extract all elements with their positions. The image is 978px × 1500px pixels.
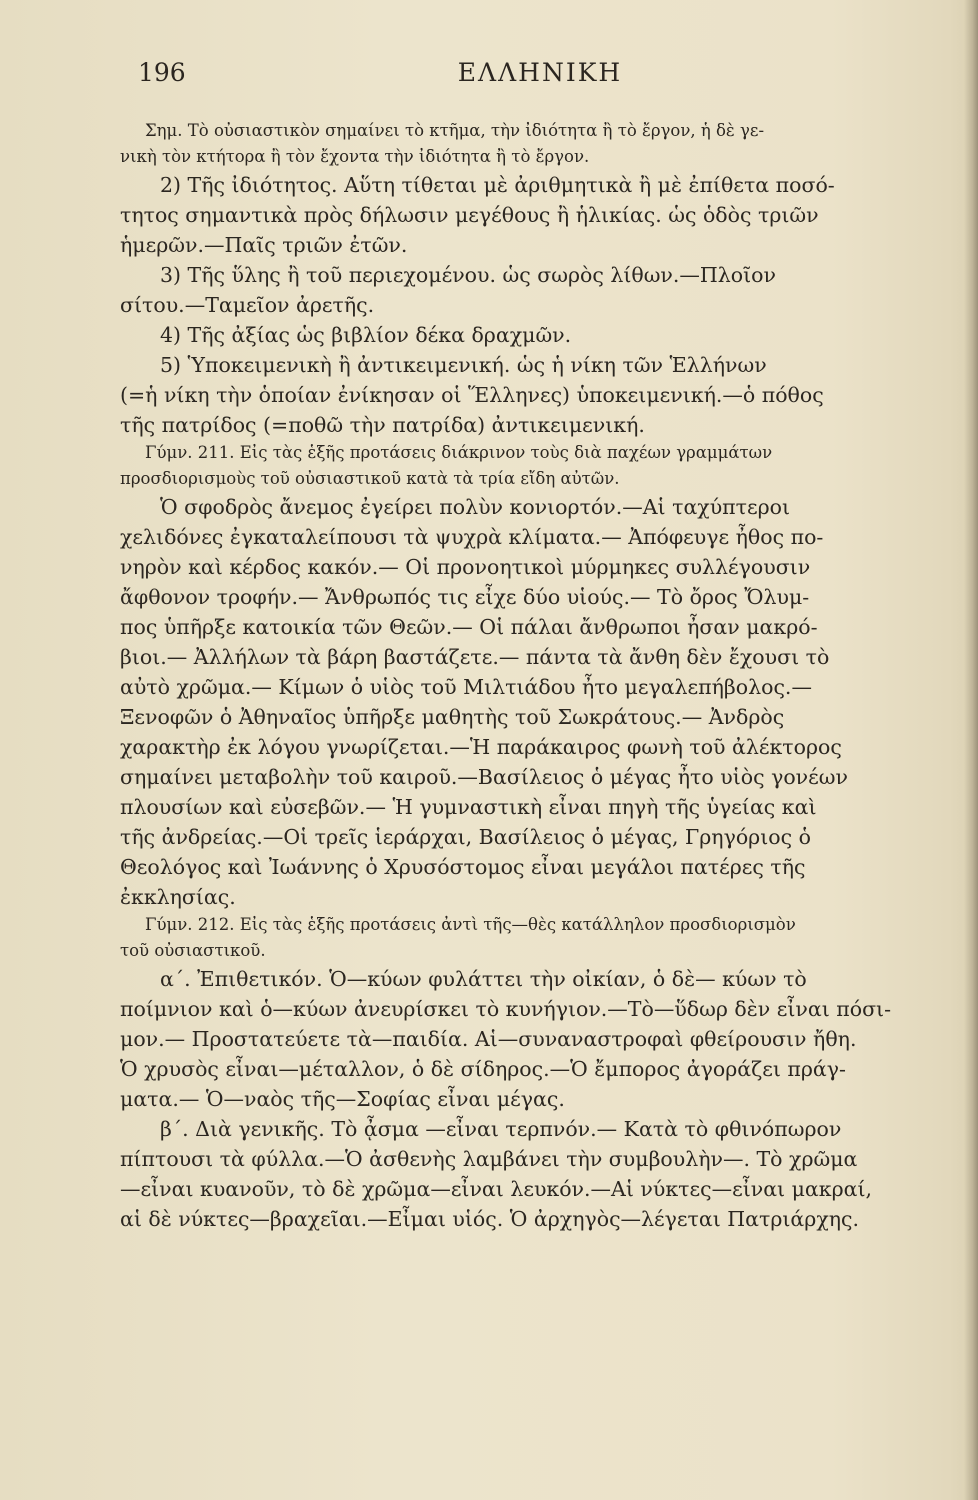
text-line: Γύμν. 211. Εἰς τὰς ἑξῆς προτάσεις διάκρινον τοὺς διὰ παχέων γραμμάτων xyxy=(145,443,773,462)
text-line: τῆς πατρίδος (=ποθῶ τὴν πατρίδα) ἀντικειμενική. xyxy=(120,413,645,437)
text-line: Σημ. Τὸ οὐσιαστικὸν σημαίνει τὸ κτῆμα, τὴν ἰδιότητα ἢ τὸ ἔργον, ἡ δὲ γε- xyxy=(145,121,765,140)
text-line: α΄. Ἐπιθετικόν. Ὁ—κύων φυλάττει τὴν οἰκίαν, ὁ δὲ— κύων τὸ xyxy=(160,967,807,991)
text-line: Ὁ χρυσὸς εἶναι—μέταλλον, ὁ δὲ σίδηρος.—Ὁ ἔμπορος ἀγοράζει πράγ- xyxy=(120,1057,846,1081)
text-line: χελιδόνες ἐγκαταλείπουσι τὰ ψυχρὰ κλίματα.— Ἀπόφευγε ἦθος πο- xyxy=(120,525,824,549)
text-line: —εἶναι κυανοῦν, τὸ δὲ χρῶμα—εἶναι λευκόν.—Αἱ νύκτες—εἶναι μακραί, xyxy=(120,1177,873,1201)
text-line: ἡμερῶν.—Παῖς τριῶν ἐτῶν. xyxy=(120,233,408,257)
text-line: ματα.— Ὁ—ναὸς τῆς—Σοφίας εἶναι μέγας. xyxy=(120,1087,565,1111)
text-line: β΄. Διὰ γενικῆς. Τὸ ᾆσμα —εἶναι τερπνόν.— Κατὰ τὸ φθινόπωρον xyxy=(160,1117,842,1141)
text-line: τοῦ οὐσιαστικοῦ. xyxy=(120,941,266,960)
text-line: Ὁ σφοδρὸς ἄνεμος ἐγείρει πολὺν κονιορτόν.—Αἱ ταχύπτεροι xyxy=(160,495,791,519)
running-title: ΕΛΛΗΝΙΚΗ xyxy=(457,58,623,87)
text-line: πος ὑπῆρξε κατοικία τῶν Θεῶν.— Οἱ πάλαι ἄνθρωποι ἦσαν μακρό- xyxy=(120,615,818,639)
text-line: βιοι.— Ἀλλήλων τὰ βάρη βαστάζετε.— πάντα τὰ ἄνθη δὲν ἔχουσι τὸ xyxy=(120,645,830,669)
text-line: Ξενοφῶν ὁ Ἀθηναῖος ὑπῆρξε μαθητὴς τοῦ Σωκράτους.— Ἀνδρὸς xyxy=(120,705,785,729)
text-line: προσδιορισμοὺς τοῦ οὐσιαστικοῦ κατὰ τὰ τρία εἴδη αὐτῶν. xyxy=(120,469,620,488)
text-line: (=ἡ νίκη τὴν ὁποίαν ἐνίκησαν οἱ Ἕλληνες) ὑποκειμενική.—ὁ πόθος xyxy=(120,383,824,407)
text-line: μον.— Προστατεύετε τὰ—παιδία. Αἱ—συναναστροφαὶ φθείρουσιν ἤθη. xyxy=(120,1027,857,1051)
text-line: 2) Τῆς ἰδιότητος. Αὕτη τίθεται μὲ ἀριθμητικὰ ἢ μὲ ἐπίθετα ποσό- xyxy=(160,173,835,197)
text-line: Γύμν. 212. Εἰς τὰς ἑξῆς προτάσεις ἀντὶ τῆς—θὲς κατάλληλον προσδιορισμὸν xyxy=(145,915,796,934)
text-line: αὐτὸ χρῶμα.— Κίμων ὁ υἱὸς τοῦ Μιλτιάδου ἦτο μεγαλεπήβολος.— xyxy=(120,675,812,699)
text-line: τητος σημαντικὰ πρὸς δήλωσιν μεγέθους ἢ ἡλικίας. ὡς ὁδὸς τριῶν xyxy=(120,203,819,227)
text-line: αἱ δὲ νύκτες—βραχεῖαι.—Εἶμαι υἱός. Ὁ ἀρχηγὸς—λέγεται Πατριάρχης. xyxy=(120,1207,860,1231)
text-line: σίτου.—Ταμεῖον ἀρετῆς. xyxy=(120,293,375,317)
text-line: ἄφθονον τροφήν.— Ἄνθρωπός τις εἶχε δύο υἱούς.— Τὸ ὄρος Ὄλυμ- xyxy=(120,585,810,609)
text-line: νικὴ τὸν κτήτορα ἢ τὸν ἔχοντα τὴν ἰδιότητα ἢ τὸ ἔργον. xyxy=(120,147,590,166)
text-line: νηρὸν καὶ κέρδος κακόν.— Οἱ προνοητικοὶ μύρμηκες συλλέγουσιν xyxy=(120,555,811,579)
text-line: 5) Ὑποκειμενικὴ ἢ ἀντικειμενική. ὡς ἡ νίκη τῶν Ἑλλήνων xyxy=(160,353,767,377)
page-number: 196 xyxy=(138,58,186,87)
text-line: πλουσίων καὶ εὐσεβῶν.— Ἡ γυμναστικὴ εἶναι πηγὴ τῆς ὑγείας καὶ xyxy=(120,795,817,819)
body-text xyxy=(120,118,950,1234)
text-line: 3) Τῆς ὕλης ἢ τοῦ περιεχομένου. ὡς σωρὸς λίθων.—Πλοῖον xyxy=(160,263,776,287)
text-line: τῆς ἀνδρείας.—Οἱ τρεῖς ἱεράρχαι, Βασίλειος ὁ μέγας, Γρηγόριος ὁ xyxy=(120,825,811,849)
text-line: 4) Τῆς ἀξίας ὡς βιβλίον δέκα δραχμῶν. xyxy=(160,323,572,347)
page-edge-shadow xyxy=(964,0,978,1500)
text-line: σημαίνει μεταβολὴν τοῦ καιροῦ.—Βασίλειος ὁ μέγας ἦτο υἱὸς γονέων xyxy=(120,765,848,789)
text-line: Θεολόγος καὶ Ἰωάννης ὁ Χρυσόστομος εἶναι μεγάλοι πατέρες τῆς xyxy=(120,855,806,879)
text-line: ποίμνιον καὶ ὁ—κύων ἀνευρίσκει τὸ κυνήγιον.—Τὸ—ὕδωρ δὲν εἶναι πόσι- xyxy=(120,997,892,1021)
page-header xyxy=(130,58,950,98)
text-line: πίπτουσι τὰ φύλλα.—Ὁ ἀσθενὴς λαμβάνει τὴν συμβουλὴν—. Τὸ χρῶμα xyxy=(120,1147,858,1171)
text-line: ἐκκλησίας. xyxy=(120,885,236,909)
text-line: χαρακτὴρ ἐκ λόγου γνωρίζεται.—Ἡ παράκαιρος φωνὴ τοῦ ἀλέκτορος xyxy=(120,735,842,759)
